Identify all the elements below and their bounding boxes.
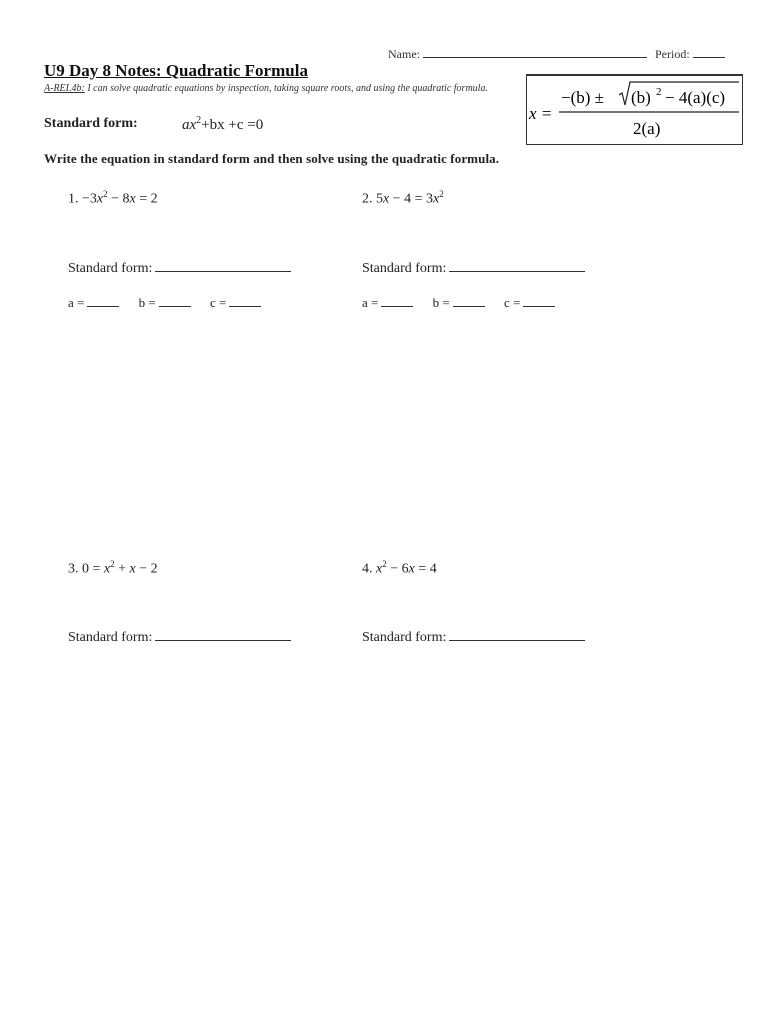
coef-c-label: c = bbox=[209, 295, 227, 310]
problem-var: x bbox=[376, 561, 383, 577]
standard-form-answer-4[interactable] bbox=[362, 628, 585, 646]
problem-number: 2. bbox=[362, 191, 373, 207]
standard-form-blank[interactable] bbox=[155, 259, 291, 272]
standard-form-answer-2[interactable] bbox=[362, 259, 585, 277]
std-rest: +bx +c =0 bbox=[201, 117, 264, 133]
coef-a[interactable] bbox=[362, 295, 413, 311]
problem-number: 3. bbox=[68, 561, 79, 577]
standard-form-answer-label: Standard form: bbox=[68, 261, 153, 276]
problem-var: x bbox=[103, 561, 111, 577]
problem-var: x bbox=[96, 191, 104, 207]
std-exp: 2 bbox=[196, 115, 202, 126]
coef-c-label: c = bbox=[503, 295, 521, 310]
problem-number: 4. bbox=[362, 561, 373, 577]
formula-lhs: x = bbox=[529, 104, 553, 123]
problem-term: 5 bbox=[376, 191, 383, 207]
problem-term: − 6 bbox=[386, 561, 409, 577]
standard-code: A-REI.4b: bbox=[44, 83, 85, 94]
coef-c[interactable] bbox=[210, 295, 261, 311]
problem-term: − 2 bbox=[135, 561, 158, 577]
problem-term: + bbox=[114, 561, 130, 577]
standard-form-label: Standard form: bbox=[44, 116, 138, 131]
standard-form-answer-label: Standard form: bbox=[362, 261, 447, 276]
period-field[interactable] bbox=[655, 46, 725, 62]
problem-number: 1. bbox=[68, 191, 79, 207]
problem-term: 0 = bbox=[82, 561, 104, 577]
coef-a-blank[interactable] bbox=[381, 295, 413, 307]
standard-form-equation bbox=[182, 115, 263, 134]
coef-b-blank[interactable] bbox=[159, 295, 191, 307]
formula-radicand-b: (b) bbox=[631, 88, 651, 107]
standard-form-blank[interactable] bbox=[449, 628, 585, 641]
problem-var: x bbox=[383, 191, 390, 207]
coef-c-blank[interactable] bbox=[229, 295, 261, 307]
problem-exp: 2 bbox=[439, 189, 444, 199]
name-field[interactable] bbox=[388, 46, 647, 62]
problem-1 bbox=[68, 189, 158, 208]
coef-a[interactable] bbox=[68, 295, 119, 311]
problem-3 bbox=[68, 559, 158, 578]
name-label: Name: bbox=[388, 47, 420, 61]
standard-form-blank[interactable] bbox=[155, 628, 291, 641]
instructions: Write the equation in standard form and then solve using the quadratic formula. bbox=[44, 151, 500, 166]
standard-form-answer-1[interactable] bbox=[68, 259, 291, 277]
period-blank[interactable] bbox=[693, 46, 725, 58]
page-title: U9 Day 8 Notes: Quadratic Formula bbox=[44, 61, 308, 80]
problem-2 bbox=[362, 189, 444, 208]
quadratic-formula-box bbox=[526, 74, 743, 145]
formula-denominator: 2(a) bbox=[633, 119, 661, 138]
problem-term: −3 bbox=[82, 191, 97, 207]
coefficients-row-2 bbox=[362, 295, 571, 311]
quadratic-formula bbox=[527, 76, 742, 144]
coef-a-label: a = bbox=[68, 295, 85, 310]
period-label: Period: bbox=[655, 47, 690, 61]
problem-term: − 4 = 3 bbox=[389, 191, 434, 207]
coef-b-blank[interactable] bbox=[453, 295, 485, 307]
problem-term: − 8 bbox=[107, 191, 130, 207]
learning-standard bbox=[44, 83, 488, 94]
coef-b[interactable] bbox=[139, 295, 191, 311]
coef-c-blank[interactable] bbox=[523, 295, 555, 307]
name-blank[interactable] bbox=[423, 46, 647, 58]
formula-neg-b: −(b) ± bbox=[561, 88, 604, 107]
coef-a-blank[interactable] bbox=[87, 295, 119, 307]
problem-term: = 4 bbox=[414, 561, 437, 577]
formula-radicand-exp: 2 bbox=[656, 86, 662, 98]
coef-b[interactable] bbox=[433, 295, 485, 311]
coefficients-row-1 bbox=[68, 295, 277, 311]
problem-exp: 2 bbox=[110, 559, 115, 569]
coef-a-label: a = bbox=[362, 295, 379, 310]
formula-radicand-rest: − 4(a)(c) bbox=[665, 88, 726, 107]
standard-text: I can solve quadratic equations by inspection, taking square roots, and using the quadratic formula. bbox=[87, 83, 488, 94]
coef-b-label: b = bbox=[138, 295, 156, 310]
problem-4 bbox=[362, 559, 437, 578]
problem-var: x bbox=[433, 191, 440, 207]
standard-form-answer-label: Standard form: bbox=[362, 630, 447, 645]
problem-var: x bbox=[129, 561, 136, 577]
coef-c[interactable] bbox=[504, 295, 555, 311]
problem-exp: 2 bbox=[382, 559, 387, 569]
standard-form-answer-3[interactable] bbox=[68, 628, 291, 646]
problem-term: = 2 bbox=[135, 191, 158, 207]
standard-form-blank[interactable] bbox=[449, 259, 585, 272]
problem-var: x bbox=[408, 561, 415, 577]
standard-form-answer-label: Standard form: bbox=[68, 630, 153, 645]
coef-b-label: b = bbox=[432, 295, 450, 310]
problem-exp: 2 bbox=[103, 189, 108, 199]
problem-var: x bbox=[129, 191, 136, 207]
std-ax: ax bbox=[182, 117, 197, 133]
